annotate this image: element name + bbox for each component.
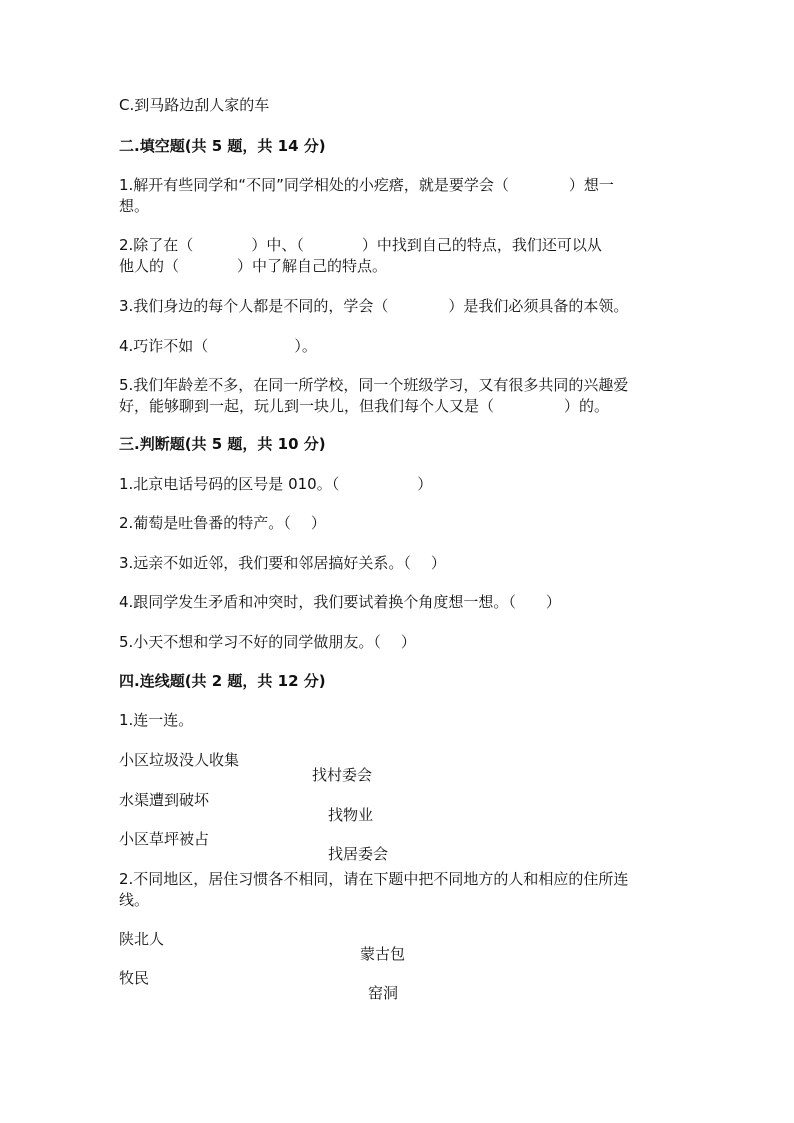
match-q1-right-2[interactable]: 找物业: [328, 806, 374, 824]
fill-q2-text-b: ）中、（: [251, 236, 304, 254]
fill-q5-text-b: ）的。: [564, 397, 610, 415]
fill-q1-text-b: ）想一: [568, 176, 614, 194]
match-q1-left-3[interactable]: 小区草坪被占: [119, 830, 210, 848]
match-q2-right-1[interactable]: 蒙古包: [360, 945, 406, 963]
fill-q5-text-a: 好，能够聊到一起，玩儿到一块儿，但我们每个人又是（: [119, 397, 495, 415]
fill-q2-text-a: 2.除了在（: [119, 236, 194, 254]
fill-q1-line1: [119, 175, 614, 195]
section3-heading: 三.判断题(共 5 题，共 10 分): [119, 435, 326, 453]
judge-q4: [119, 592, 561, 612]
fill-q2-line1: [119, 235, 602, 255]
match-q2-line1: 2.不同地区，居住习惯各不相同，请在下题中把不同地方的人和相应的住所连: [119, 870, 629, 888]
fill-q3: [119, 296, 628, 316]
option-c: C.到马路边刮人家的车: [119, 96, 270, 114]
fill-q4-text-a: 4.巧诈不如（: [119, 337, 209, 355]
fill-q1-line2: 想。: [119, 197, 150, 215]
match-q2-left-2[interactable]: 牧民: [119, 969, 150, 987]
judge-q3-text: 3.远亲不如近邻，我们要和邻居搞好关系。（: [119, 554, 411, 572]
judge-q2: [119, 513, 326, 533]
judge-q5-text: 5.小天不想和学习不好的同学做朋友。（: [119, 633, 381, 651]
fill-q1-text-a: 1.解开有些同学和“不同”同学相处的小疙瘩，就是要学会（: [119, 176, 509, 194]
match-q1-right-3[interactable]: 找居委会: [328, 845, 389, 863]
fill-q5-line1: 5.我们年龄差不多，在同一所学校，同一个班级学习，又有很多共同的兴趣爱: [119, 376, 629, 394]
judge-q2-close: ）: [310, 514, 326, 532]
judge-q5: [119, 632, 416, 652]
fill-q3-text-b: ）是我们必须具备的本领。: [448, 297, 629, 315]
judge-q3-close: ）: [430, 554, 446, 572]
fill-q2-line2: [119, 256, 387, 276]
fill-q4: [119, 336, 317, 356]
judge-q5-close: ）: [400, 633, 416, 651]
match-q1-left-2[interactable]: 水渠遭到破坏: [119, 791, 210, 809]
fill-q2-text-e: ）中了解自己的特点。: [237, 257, 388, 275]
match-q2-line2: 线。: [119, 891, 150, 909]
fill-q4-text-b: ）。: [294, 337, 317, 355]
judge-q1-close: ）: [417, 475, 433, 493]
match-q1-right-1[interactable]: 找村委会: [312, 766, 373, 784]
fill-q3-text-a: 3.我们身边的每个人都是不同的，学会（: [119, 297, 389, 315]
fill-q2-text-d: 他人的（: [119, 257, 180, 275]
section4-heading: 四.连线题(共 2 题，共 12 分): [119, 672, 326, 690]
judge-q2-text: 2.葡萄是吐鲁番的特产。（: [119, 514, 291, 532]
match-q2-left-1[interactable]: 陕北人: [119, 930, 165, 948]
match-q1-title: 1.连一连。: [119, 711, 194, 729]
judge-q1: [119, 474, 432, 494]
judge-q3: [119, 553, 446, 573]
judge-q4-close: ）: [545, 593, 561, 611]
fill-q5-line2: [119, 396, 609, 416]
fill-q2-text-c: ）中找到自己的特点，我们还可以从: [361, 236, 602, 254]
match-q1-left-1[interactable]: 小区垃圾没人收集: [119, 751, 240, 769]
match-q2-right-2[interactable]: 窑洞: [368, 984, 399, 1002]
judge-q1-text: 1.北京电话号码的区号是 010。（: [119, 475, 340, 493]
section2-heading: 二.填空题(共 5 题，共 14 分): [119, 137, 326, 155]
judge-q4-text: 4.跟同学发生矛盾和冲突时，我们要试着换个角度想一想。（: [119, 593, 516, 611]
